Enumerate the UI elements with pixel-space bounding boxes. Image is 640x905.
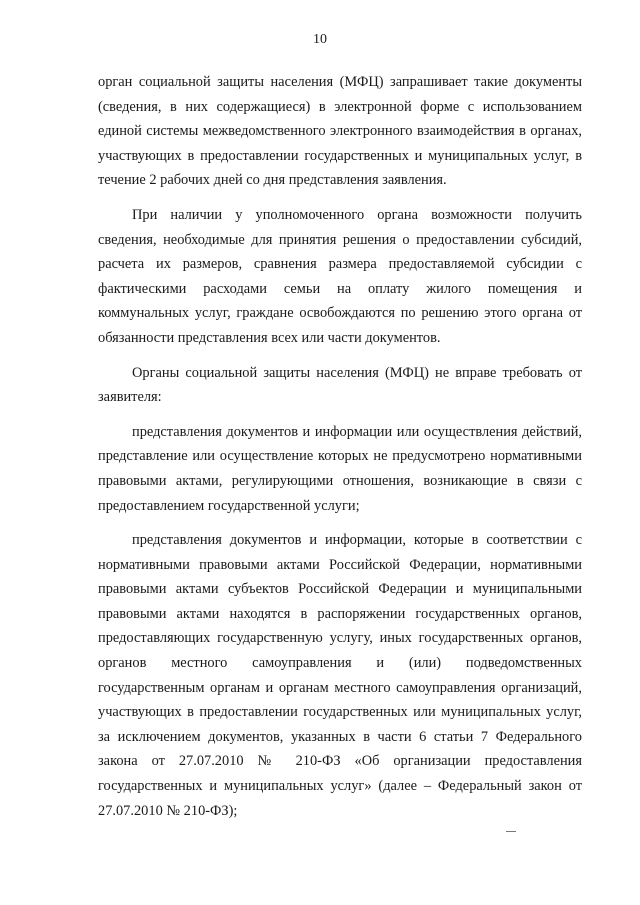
- paragraph-request-documents: орган социальной защиты населения (МФЦ) запрашивает такие документы (сведения, в них содержащиеся) в электронной форме с использованием единой системы межведомственного электронного взаимодействия в органах, участвующих в предоставлении государственных и муниципальных услуг, в течение 2 рабочих дней со дня представления заявления.: [98, 74, 582, 189]
- paragraph-list-item-actions: представления документов и информации или осуществления действий, представление или осуществление которых не предусмотрено нормативными правовыми актами, регулирующими отношения, возникающие в связи с предоставлением государственной услуги;: [98, 423, 582, 514]
- paragraph-list-item-documents: представления документов и информации, которые в соответствии с нормативными правовыми актами Российской Федерации, нормативными правовыми актами субъектов Российской Федерации и муниципальными правовыми актами находятся в распоряжении государственных органов, предоставляющих государственную услугу, иных государственных органов, органов местного самоуправления и (или) подведомственных государственным органам и органам местного самоуправления организаций, участвующих в предоставлении государственных или муниципальных услуг, за исключением документов, указанных в части 6 статьи 7 Федерального закона от 27.07.2010 № 210-ФЗ «Об организации предоставления государственных и муниципальных услуг» (далее – Федеральный закон от 27.07.2010 № 210-ФЗ);: [98, 532, 582, 819]
- page-number: 10: [313, 32, 327, 47]
- paragraph-not-entitled: Органы социальной защиты населения (МФЦ) не вправе требовать от заявителя:: [98, 364, 582, 406]
- paragraph-exemption: При наличии у уполномоченного органа возможности получить сведения, необходимые для принятия решения о предоставлении субсидий, расчета их размеров, сравнения размера предоставляемой субсидии с фактическими расходами семьи на оплату жилого помещения и коммунальных услуг, граждане освобождаются по решению этого органа от обязанности представления всех или части документов.: [98, 206, 582, 346]
- scan-artifact-mark: [506, 831, 516, 832]
- document-body: [98, 70, 582, 823]
